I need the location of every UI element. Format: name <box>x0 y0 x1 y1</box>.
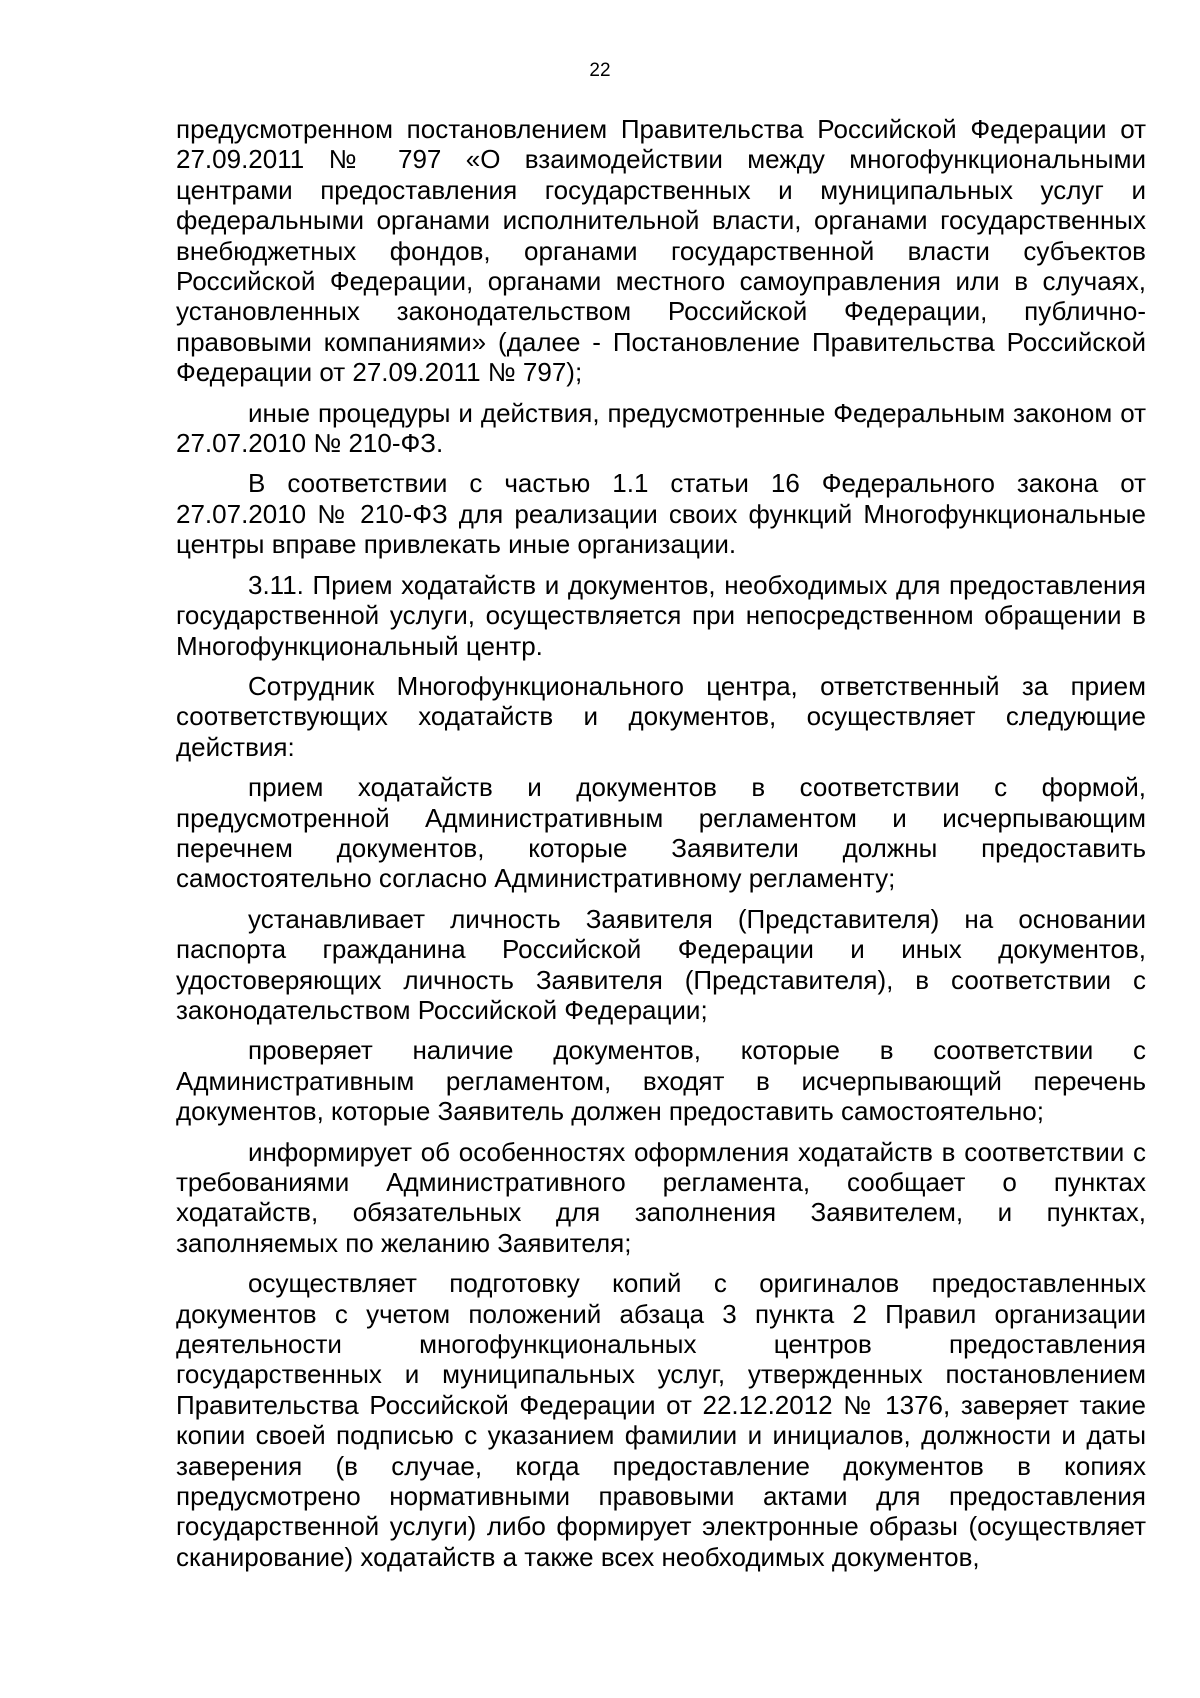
document-body <box>176 114 1146 1582</box>
list-item-receive-documents: прием ходатайств и документов в соответствии с формой, предусмотренной Административным регламентом и исчерпывающим перечнем документов, которые Заявители должны предоставить самостоятельно согласно Административному регламенту; <box>176 772 1146 894</box>
paragraph-employee-actions: Сотрудник Многофункционального центра, ответственный за прием соответствующих ходатайств и документов, осуществляет следующие действия: <box>176 670 1146 762</box>
paragraph-other-procedures: иные процедуры и действия, предусмотренные Федеральным законом от 27.07.2010 № 210-ФЗ. <box>176 397 1146 459</box>
paragraph-mfc-engage-organizations: В соответствии с частью 1.1 статьи 16 Федерального закона от 27.07.2010 № 210-ФЗ для реализации своих функций Многофункциональные центры вправе привлекать иные организации. <box>176 468 1146 560</box>
list-item-prepare-copies: осуществляет подготовку копий с оригиналов предоставленных документов с учетом положений абзаца 3 пункта 2 Правил организации деятельности многофункциональных центров предоставления государственных и муниципальных услуг, утвержденных постановлением Правительства Российской Федерации от 22.12.2012 № 1376, заверяет такие копии своей подписью с указанием фамилии и инициалов, должности и даты заверения (в случае, когда предоставление документов в копиях предусмотрено нормативными правовыми актами для предоставления государственной услуги) либо формирует электронные образы (осуществляет сканирование) ходатайств а также всех необходимых документов, <box>176 1268 1146 1572</box>
page-number: 22 <box>589 60 611 81</box>
paragraph-section-3-11: 3.11. Прием ходатайств и документов, необходимых для предоставления государственной услуги, осуществляется при непосредственном обращении в Многофункциональный центр. <box>176 569 1146 661</box>
list-item-verify-identity: устанавливает личность Заявителя (Представителя) на основании паспорта гражданина Российской Федерации и иных документов, удостоверяющих личность Заявителя (Представителя), в соответствии с законодательством Российской Федерации; <box>176 903 1146 1025</box>
list-item-inform-requirements: информирует об особенностях оформления ходатайств в соответствии с требованиями Административного регламента, сообщает о пунктах ходатайств, обязательных для заполнения Заявителем, и пунктах, заполняемых по желанию Заявителя; <box>176 1136 1146 1258</box>
list-item-check-documents: проверяет наличие документов, которые в соответствии с Административным регламентом, входят в исчерпывающий перечень документов, которые Заявитель должен предоставить самостоятельно; <box>176 1035 1146 1127</box>
paragraph-decree-reference: предусмотренном постановлением Правительства Российской Федерации от 27.09.2011 № 797 «О взаимодействии между многофункциональными центрами предоставления государственных и муниципальных услуг и федеральными органами исполнительной власти, органами государственных внебюджетных фондов, органами государственной власти субъектов Российской Федерации, органами местного самоуправления или в случаях, установленных законодательством Российской Федерации, публично-правовыми компаниями» (далее - Постановление Правительства Российской Федерации от 27.09.2011 № 797); <box>176 114 1146 388</box>
